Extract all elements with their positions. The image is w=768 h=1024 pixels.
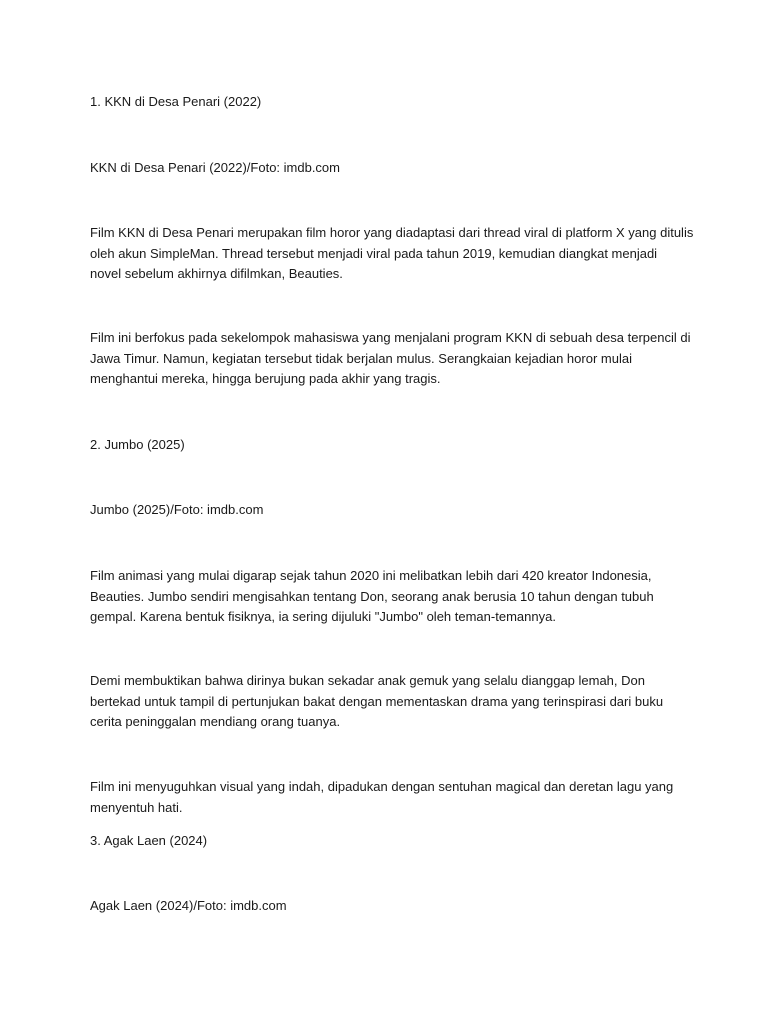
text-line: Film KKN di Desa Penari merupakan film horor yang diadaptasi dari thread viral di platform X yang ditulis — [90, 225, 694, 240]
text-line: novel sebelum akhirnya difilmkan, Beauties. — [90, 266, 343, 281]
text-line: Demi membuktikan bahwa dirinya bukan sekadar anak gemuk yang selalu dianggap lemah, Don — [90, 673, 645, 688]
text-line: gempal. Karena bentuk fisiknya, ia sering dijuluki "Jumbo" oleh teman-temannya. — [90, 609, 556, 624]
text-line: Film ini menyuguhkan visual yang indah, dipadukan dengan sentuhan magical dan deretan lagu yang — [90, 779, 674, 794]
image-caption-jumbo — [90, 500, 690, 521]
text-line: Beauties. Jumbo sendiri mengisahkan tentang Don, seorang anak berusia 10 tahun dengan tubuh — [90, 588, 654, 604]
paragraph-jumbo-review — [90, 777, 690, 818]
paragraph-jumbo-intro — [90, 566, 690, 628]
text-line: menghantui mereka, hingga berujung pada akhir yang tragis. — [90, 371, 441, 386]
section-heading-jumbo — [90, 435, 690, 456]
text-line: 2. Jumbo (2025) — [90, 437, 185, 452]
text-line: oleh akun SimpleMan. Thread tersebut menjadi viral pada tahun 2019, kemudian diangkat menjadi — [90, 245, 658, 261]
image-caption-agak-laen — [90, 896, 690, 917]
text-line: Film ini berfokus pada sekelompok mahasiswa yang menjalani program KKN di sebuah desa terpencil di — [90, 330, 691, 345]
text-line: cerita peninggalan mendiang orang tuanya. — [90, 714, 341, 729]
text-line: 3. Agak Laen (2024) — [90, 833, 208, 848]
text-line: Agak Laen (2024)/Foto: imdb.com — [90, 898, 287, 913]
paragraph-kkn-intro — [90, 223, 694, 285]
paragraph-jumbo-plot — [90, 671, 690, 733]
paragraph-kkn-plot — [90, 328, 690, 390]
text-line: KKN di Desa Penari (2022)/Foto: imdb.com — [90, 160, 340, 175]
section-heading-agak-laen — [90, 831, 690, 852]
text-line: bertekad untuk tampil di pertunjukan bakat dengan mementaskan drama yang terinspirasi dari buku — [90, 693, 664, 709]
text-line: Film animasi yang mulai digarap sejak tahun 2020 ini melibatkan lebih dari 420 kreator Indonesia, — [90, 568, 652, 583]
image-caption-kkn — [90, 158, 690, 179]
section-heading-kkn — [90, 92, 690, 113]
text-line: 1. KKN di Desa Penari (2022) — [90, 94, 262, 109]
text-line: menyentuh hati. — [90, 799, 183, 815]
text-line: Jawa Timur. Namun, kegiatan tersebut tidak berjalan mulus. Serangkaian kejadian horor mulai — [90, 350, 632, 366]
text-line: Jumbo (2025)/Foto: imdb.com — [90, 502, 264, 517]
